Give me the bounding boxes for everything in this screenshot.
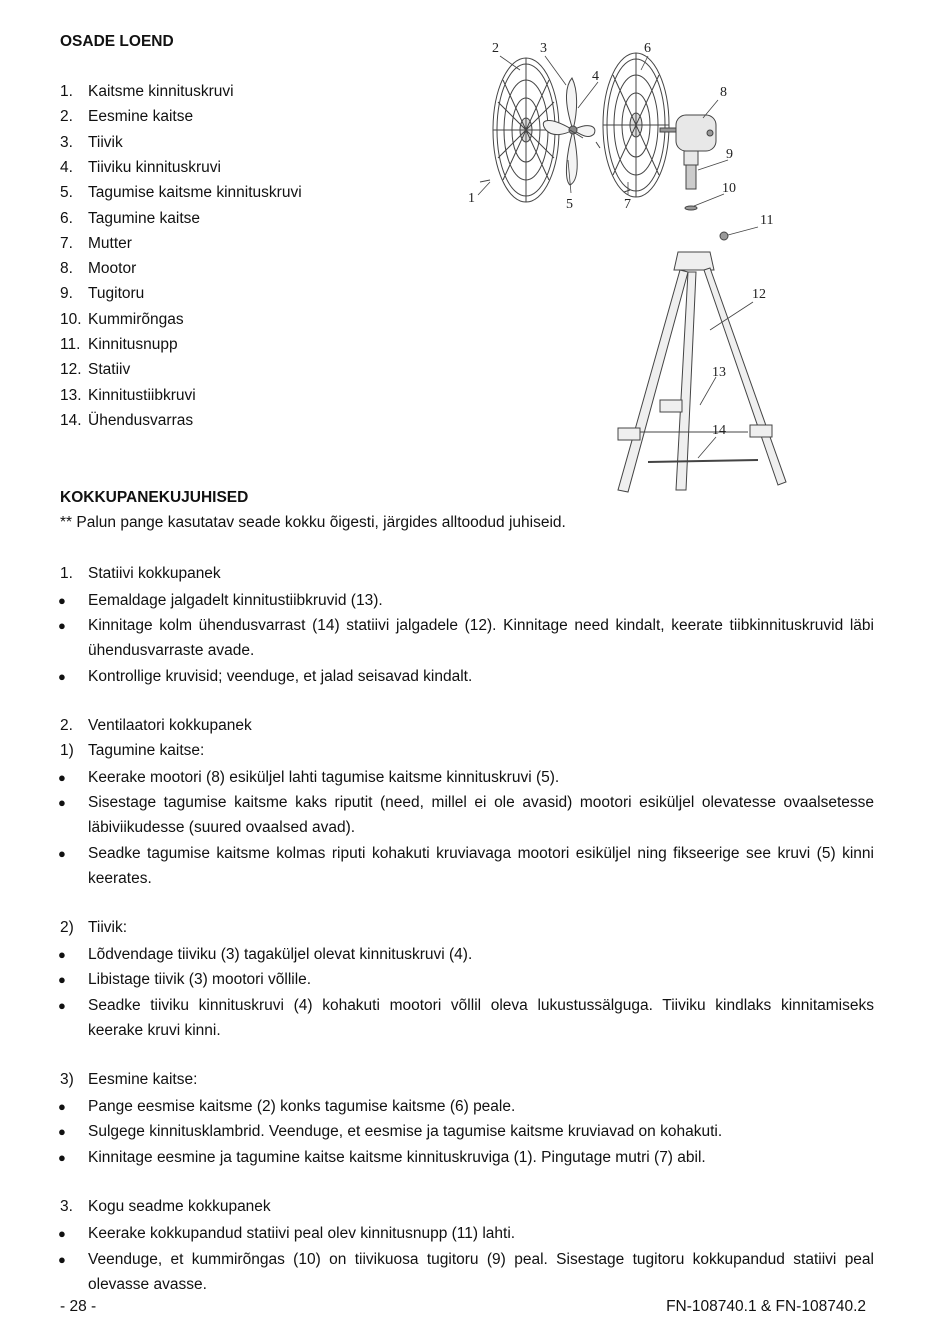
step-2-2-title: Tiivik: — [88, 919, 128, 936]
bullet: ● — [58, 593, 66, 608]
step-2-number: 2. — [60, 717, 73, 734]
step-2-1-number: 1) — [60, 742, 74, 759]
parts-item-number: 3. — [60, 133, 73, 151]
bullet: ● — [58, 669, 66, 684]
motor-drawing — [660, 115, 716, 189]
parts-item-label: Kinnitusnupp — [88, 336, 178, 353]
step-2-3-bullet-1: Pange eesmise kaitsme (2) konks tagumise kaitsme (6) peale. — [88, 1098, 516, 1115]
parts-item-number: 13. — [60, 386, 82, 404]
diagram-callout-label: 8 — [720, 85, 727, 100]
bullet: ● — [58, 795, 66, 810]
diagram-callout-label: 3 — [540, 41, 547, 56]
step-1-number: 1. — [60, 565, 73, 582]
parts-item-label: Statiiv — [88, 361, 131, 379]
assembly-title: KOKKUPANEKUJUHISED — [60, 489, 249, 506]
step-1-title: Statiivi kokkupanek — [88, 565, 221, 582]
bullet: ● — [58, 1226, 66, 1241]
bullet: ● — [58, 1099, 66, 1114]
diagram-callout-label: 1 — [468, 191, 475, 206]
step-1-bullet-2: Kinnitage kolm ühendusvarrast (14) statiivi jalgadele (12). Kinnitage need kindalt, keerate tiibkinnituskruvid läbi ühendusvarraste avade. — [88, 617, 874, 660]
parts-item-number: 14. — [60, 411, 82, 429]
step-2-3-number: 3) — [60, 1071, 74, 1088]
bullet: ● — [58, 770, 66, 785]
parts-item-label: Tiivik — [88, 133, 123, 151]
parts-item-number: 10. — [60, 310, 82, 328]
step-2-3-bullet-3: Kinnitage eesmine ja tagumine kaitse kaitsme kinnituskruviga (1). Pingutage mutri (7) abil. — [88, 1149, 706, 1166]
parts-item-number: 7. — [60, 234, 73, 252]
diagram-callout-label: 11 — [760, 213, 774, 228]
diagram-callout-label: 6 — [644, 41, 651, 56]
step-2-2-bullet-3: Seadke tiiviku kinnituskruvi (4) kohakuti mootori võllil oleva lukustussälguga. Tiiviku kindlaks kinnitamiseks keerake kruvi kinni. — [88, 997, 874, 1040]
diagram-callout-label: 7 — [624, 197, 631, 212]
rear-guard-drawing — [603, 53, 669, 197]
parts-item-label: Mootor — [88, 260, 137, 278]
step-2-3-title: Eesmine kaitse: — [88, 1071, 198, 1088]
step-2-1-bullet-3: Seadke tagumise kaitsme kolmas riputi kohakuti kruviavaga mootori esiküljel ning fikseerige see kruvi (5) kinni keerates. — [88, 845, 874, 888]
parts-item-label: Tugitoru — [88, 285, 145, 303]
bullet: ● — [58, 846, 66, 861]
parts-item-number: 4. — [60, 158, 73, 176]
parts-item-label: Kaitsme kinnituskruvi — [88, 83, 234, 100]
parts-item-label: Tagumine kaitse — [88, 209, 201, 227]
parts-item-label: Tagumise kaitsme kinnituskruvi — [88, 184, 302, 202]
step-2-1-bullet-1: Keerake mootori (8) esiküljel lahti tagumise kaitsme kinnituskruvi (5). — [88, 769, 560, 786]
diagram-callout-label: 12 — [752, 287, 766, 302]
parts-item-label: Eesmine kaitse — [88, 108, 194, 126]
step-2-title: Ventilaatori kokkupanek — [88, 717, 252, 734]
parts-item-number: 2. — [60, 108, 73, 126]
diagram-callout-label: 10 — [722, 181, 736, 196]
step-3-bullet-2: Veenduge, et kummirõngas (10) on tiivikuosa tugitoru (9) peal. Sisestage tugitoru kokkupandud statiivi peal olevasse avasse. — [88, 1251, 874, 1294]
parts-item-number: 1. — [60, 83, 73, 100]
diagram-callout-label: 4 — [592, 69, 599, 84]
assembly-intro: ** Palun pange kasutatav seade kokku õigesti, järgides alltoodud juhiseid. — [60, 514, 566, 531]
diagram-callout-label: 2 — [492, 41, 499, 56]
page-number: - 28 - — [60, 1298, 97, 1315]
diagram-callout-label: 13 — [712, 365, 726, 380]
diagram-callout-label: 5 — [566, 197, 573, 212]
step-3-bullet-1: Keerake kokkupandud statiivi peal olev kinnitusnupp (11) lahti. — [88, 1225, 516, 1242]
bullet: ● — [58, 1124, 66, 1139]
bullet: ● — [58, 972, 66, 987]
parts-item-label: Kummirõngas — [88, 310, 184, 328]
bullet: ● — [58, 947, 66, 962]
parts-item-number: 6. — [60, 209, 73, 227]
parts-item-label: Ühendusvarras — [88, 411, 194, 429]
bullet: ● — [58, 1252, 66, 1267]
step-1-bullet-1: Eemaldage jalgadelt kinnitustiibkruvid (13). — [88, 592, 383, 609]
parts-item-number: 11. — [60, 336, 81, 353]
bullet: ● — [58, 998, 66, 1013]
step-2-1-bullet-2: Sisestage tagumise kaitsme kaks riputit (need, millel ei ole avasid) mootori esiküljel olevatesse ovaalsetesse läbiviikudesse (suured ovaalsed avad). — [88, 794, 874, 837]
step-2-1-title: Tagumine kaitse: — [88, 742, 205, 759]
step-2-2-number: 2) — [60, 919, 74, 936]
step-2-3-bullet-2: Sulgege kinnitusklambrid. Veenduge, et eesmise ja tagumise kaitsme kruviavad on kohakuti. — [88, 1123, 723, 1140]
parts-item-number: 5. — [60, 184, 73, 202]
diagram-labels — [468, 41, 773, 438]
parts-title: OSADE LOEND — [60, 33, 174, 50]
step-1-bullet-3: Kontrollige kruvisid; veenduge, et jalad seisavad kindalt. — [88, 668, 473, 685]
parts-item-label: Tiiviku kinnituskruvi — [88, 158, 221, 176]
diagram-callout-label: 9 — [726, 147, 733, 162]
step-3-number: 3. — [60, 1198, 73, 1215]
step-3-title: Kogu seadme kokkupanek — [88, 1198, 271, 1215]
diagram-callout-label: 14 — [712, 423, 726, 438]
bullet: ● — [58, 1150, 66, 1165]
parts-item-label: Kinnitustiibkruvi — [88, 386, 196, 404]
exploded-view-diagram — [448, 30, 788, 500]
step-2-2-bullet-2: Libistage tiivik (3) mootori võllile. — [88, 971, 312, 988]
parts-item-number: 9. — [60, 285, 73, 303]
step-2-2-bullet-1: Lõdvendage tiiviku (3) tagaküljel olevat kinnituskruvi (4). — [88, 946, 473, 963]
parts-item-number: 8. — [60, 260, 73, 278]
parts-item-label: Mutter — [88, 234, 132, 252]
bullet: ● — [58, 618, 66, 633]
model-number: FN-108740.1 & FN-108740.2 — [666, 1298, 866, 1315]
parts-item-number: 12. — [60, 361, 82, 379]
